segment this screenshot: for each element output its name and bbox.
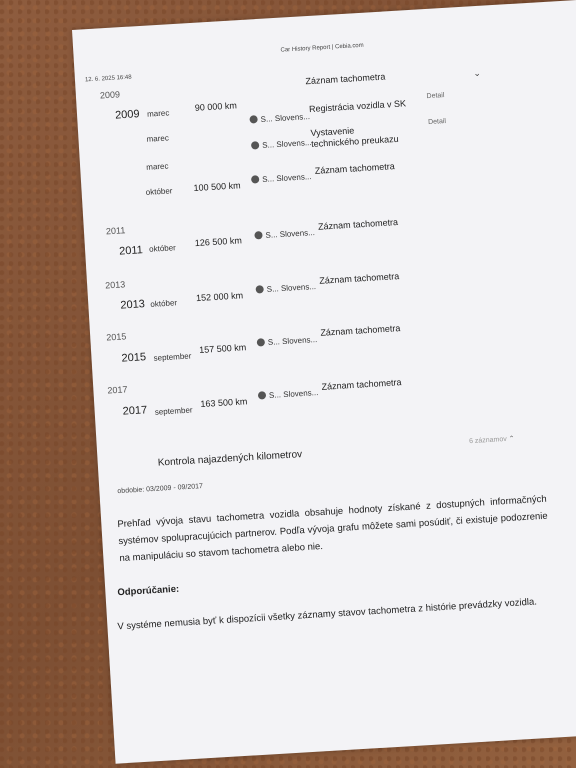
location-pin-icon [258,391,266,399]
records-count[interactable]: 6 záznamov ⌃ [468,435,515,446]
row-location: S... Slovens... [257,335,318,348]
location-pin-icon [255,285,263,293]
row-location: S... Slovens... [249,112,310,125]
row-location: S... Slovens... [255,282,316,295]
location-pin-icon [254,231,262,239]
row-month: september [154,405,193,417]
year-heading: 2015 [106,331,127,343]
row-event: Záznam tachometra [319,271,400,286]
row-km: 157 500 km [198,342,247,356]
report-title: Car History Report | Cebia.com [280,42,364,54]
year-heading: 2011 [105,225,126,237]
year-heading: 2017 [107,384,128,396]
recommendation-label: Odporúčanie: [117,583,180,599]
row-km: 152 000 km [195,290,244,304]
row-event: Záznam tachometra [314,161,395,176]
row-month: október [150,298,178,309]
row-location: S... Slovens... [251,172,312,185]
row-event: Záznam tachometra [320,323,401,338]
row-year: 2013 [120,298,146,312]
description-paragraph: Prehľad vývoja stavu tachometra vozidla obsahuje hodnoty získané z dostupných informačných systémov spolupracujúcich partnerov. Podľa vývoja grafu môžete sami posúdiť, či existuje podozrenie na manipuláciu so stavom tachometra alebo nie. [117,493,548,565]
row-location: S... Slovens... [251,138,312,151]
row-year: 2009 [114,108,140,122]
period-text: obdobie: 03/2009 - 09/2017 [117,483,204,496]
location-pin-icon [251,175,259,183]
section-title: Kontrola najazdených kilometrov [157,449,303,469]
row-km: 90 000 km [194,100,238,113]
recommendation-text: V systéme nemusia byť k dispozícii všetky záznamy stavov tachometra z histórie prevádzky vozidla. [117,596,538,633]
chevron-up-icon: ⌃ [508,435,515,443]
location-pin-icon [251,141,259,149]
row-year: 2015 [121,351,147,365]
row-month: október [145,186,173,197]
row-month: október [148,243,177,254]
row-event: Vystavenie technického preukazu [310,125,399,150]
row-event: Registrácia vozidla v SK [308,98,407,115]
row-event: Záznam tachometra [305,71,386,87]
print-timestamp: 12. 6. 2025 16:48 [84,74,132,84]
row-location: S... Slovens... [258,388,319,401]
row-km: 163 500 km [200,396,248,410]
detail-link[interactable]: Detail [426,92,445,101]
chevron-down-icon[interactable]: ⌄ [472,67,482,79]
row-month: marec [146,108,170,119]
year-heading: 2009 [99,89,121,101]
location-pin-icon [249,115,257,123]
row-month: marec [146,133,170,144]
row-km: 100 500 km [193,180,241,194]
row-month: marec [146,161,169,172]
row-month: september [153,351,192,363]
row-km: 126 500 km [194,235,243,249]
detail-link[interactable]: Detail [427,117,447,127]
row-year: 2017 [122,404,148,418]
row-event: Záznam tachometra [321,377,402,392]
row-location: S... Slovens... [254,228,315,241]
row-year: 2011 [118,244,144,258]
location-pin-icon [257,338,265,346]
year-heading: 2013 [104,279,126,291]
row-event: Záznam tachometra [317,217,399,232]
report-page [72,0,576,764]
